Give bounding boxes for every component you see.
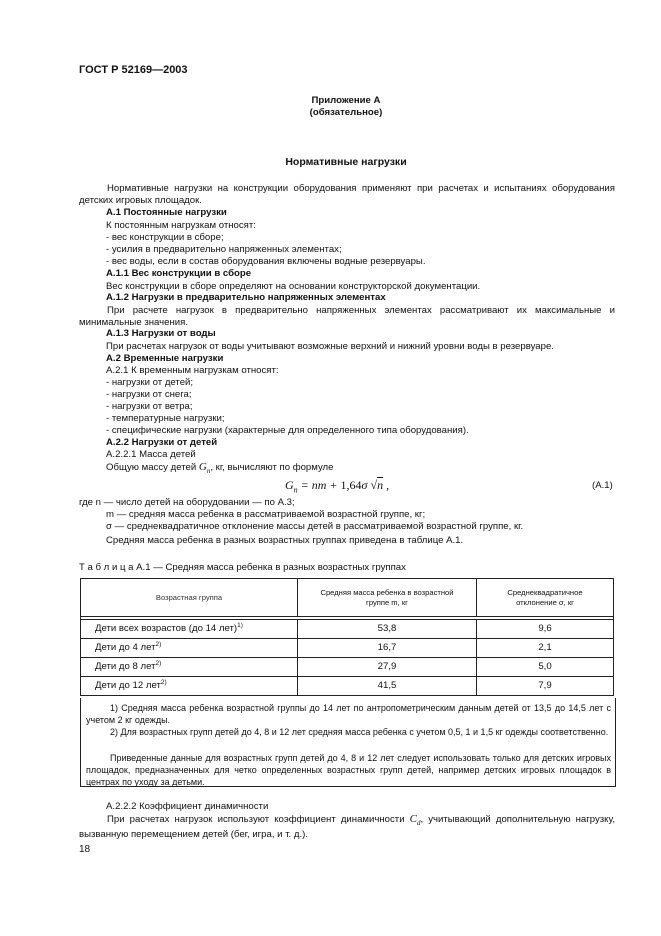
table-cell: 27,9 bbox=[298, 658, 477, 677]
table-cell: Дети до 4 лет$^{2)}$ bbox=[81, 639, 298, 658]
intro-paragraph: Нормативные нагрузки на конструкции оборудования применяют при расчетах и испытаниях оборудования детских игровых площадок. bbox=[79, 183, 615, 206]
column-header: Среднеквадратичное отклонение σ, кг bbox=[477, 579, 614, 617]
formula-intro: Общую массу детей $G_n$, кг, вычисляют по формуле bbox=[106, 461, 334, 476]
list-item: - вес конструкции в сборе; bbox=[106, 232, 224, 243]
heading-a2: А.2 Временные нагрузки bbox=[106, 353, 224, 364]
section-title: Нормативные нагрузки bbox=[285, 156, 407, 168]
list-item: - температурные нагрузки; bbox=[106, 413, 225, 424]
a12-text: При расчете нагрузок в предварительно напряженных элементах рассматривают их максимальные и минимальные значения. bbox=[79, 305, 615, 328]
heading-a1: А.1 Постоянные нагрузки bbox=[106, 207, 227, 218]
table-cell: 9,6 bbox=[477, 620, 614, 639]
table-cell: Дети до 8 лет$^{2)}$ bbox=[81, 658, 298, 677]
column-header: Возрастная группа bbox=[81, 579, 298, 617]
list-item: - вес воды, если в состав оборудования включены водные резервуары. bbox=[106, 256, 426, 267]
table-note: Приведенные данные для возрастных групп детей до 4, 8 и 12 лет следует использовать только для детских игровых площадок, предназначенных для четко определенных возрастных групп детей, например детских игровых площадок в центрах по уходу за детьми. bbox=[86, 753, 611, 787]
where-n: где n — число детей на оборудовании — по А.3; bbox=[79, 497, 295, 508]
list-item: - специфические нагрузки (характерные для определенного типа оборудования). bbox=[106, 425, 469, 436]
list-item: - нагрузки от снега; bbox=[106, 389, 192, 400]
a13-text: При расчетах нагрузок от воды учитывают возможные верхний и нижний уровни воды в резервуаре. bbox=[106, 341, 554, 352]
a11-text: Вес конструкции в сборе определяют на основании конструкторской документации. bbox=[106, 281, 481, 292]
table-row bbox=[81, 639, 614, 658]
table-cell: 16,7 bbox=[298, 639, 477, 658]
list-item: - нагрузки от ветра; bbox=[106, 401, 193, 412]
heading-a13: А.1.3 Нагрузки от воды bbox=[106, 328, 216, 339]
table-cell: 5,0 bbox=[477, 658, 614, 677]
a2-lead: А.2.1 К временным нагрузкам относят: bbox=[106, 365, 279, 376]
a221-subheading: А.2.2.1 Масса детей bbox=[106, 449, 196, 460]
table-row bbox=[81, 658, 614, 677]
table-row bbox=[81, 620, 614, 639]
table-reference: Средняя масса ребенка в разных возрастных группах приведена в таблице А.1. bbox=[106, 535, 464, 546]
heading-a22: А.2.2 Нагрузки от детей bbox=[106, 437, 218, 448]
table-note: 1) Средняя масса ребенка возрастной группы до 14 лет по антропометрическим данным детей от 13,5 до 14,5 лет с учетом 2 кг одежды. bbox=[86, 703, 611, 725]
list-item: - усилия в предварительно напряженных элементах; bbox=[106, 244, 342, 255]
table-cell: Дети до 12 лет$^{2)}$ bbox=[81, 677, 298, 696]
table-header-row bbox=[81, 579, 614, 617]
table-cell: 53,8 bbox=[298, 620, 477, 639]
table-notes bbox=[80, 698, 616, 787]
a1-lead: К постоянным нагрузкам относят: bbox=[106, 220, 256, 231]
table-row bbox=[81, 677, 614, 696]
list-item: - нагрузки от детей; bbox=[106, 377, 194, 388]
where-sigma: σ — среднеквадратичное отклонение массы детей в рассматриваемой возрастной группе, кг. bbox=[106, 521, 524, 532]
heading-a11: А.1.1 Вес конструкции в сборе bbox=[106, 268, 252, 279]
heading-a12: А.1.2 Нагрузки в предварительно напряженных элементах bbox=[106, 292, 386, 303]
table-cell: 7,9 bbox=[477, 677, 614, 696]
table-note: 2) Для возрастных групп детей до 4, 8 и 12 лет средняя масса ребенка с учетом 0,5, 1 и 1,5 кг одежды соответственно. bbox=[110, 727, 609, 737]
appendix-status: (обязательное) bbox=[309, 107, 383, 118]
a222-text: При расчетах нагрузок используют коэффициент динамичности $C_d$, учитывающий дополнительную нагрузку, вызванную перемещением детей (бег, игра, и т. д.). bbox=[79, 813, 615, 841]
appendix-title: Приложение А bbox=[311, 95, 381, 106]
table-cell: Дети всех возрастов (до 14 лет)$^{1)}$ bbox=[81, 620, 298, 639]
page-number: 18 bbox=[79, 844, 91, 855]
table-a1 bbox=[80, 578, 614, 696]
equation-number: (А.1) bbox=[592, 480, 613, 491]
formula-a1: $G_n$ = nm + 1,64σ √n , bbox=[285, 478, 390, 495]
a222-subheading: А.2.2.2 Коэффициент динамичности bbox=[106, 801, 269, 812]
document-header: ГОСТ Р 52169—2003 bbox=[79, 64, 188, 76]
table-caption: Т а б л и ц а А.1 — Средняя масса ребенка в разных возрастных группах bbox=[79, 562, 406, 573]
table-cell: 41,5 bbox=[298, 677, 477, 696]
table-cell: 2,1 bbox=[477, 639, 614, 658]
column-header: Средняя масса ребенка в возрастной группе m, кг bbox=[298, 579, 477, 617]
where-m: m — средняя масса ребенка в рассматриваемой возрастной группе, кг; bbox=[106, 509, 426, 520]
